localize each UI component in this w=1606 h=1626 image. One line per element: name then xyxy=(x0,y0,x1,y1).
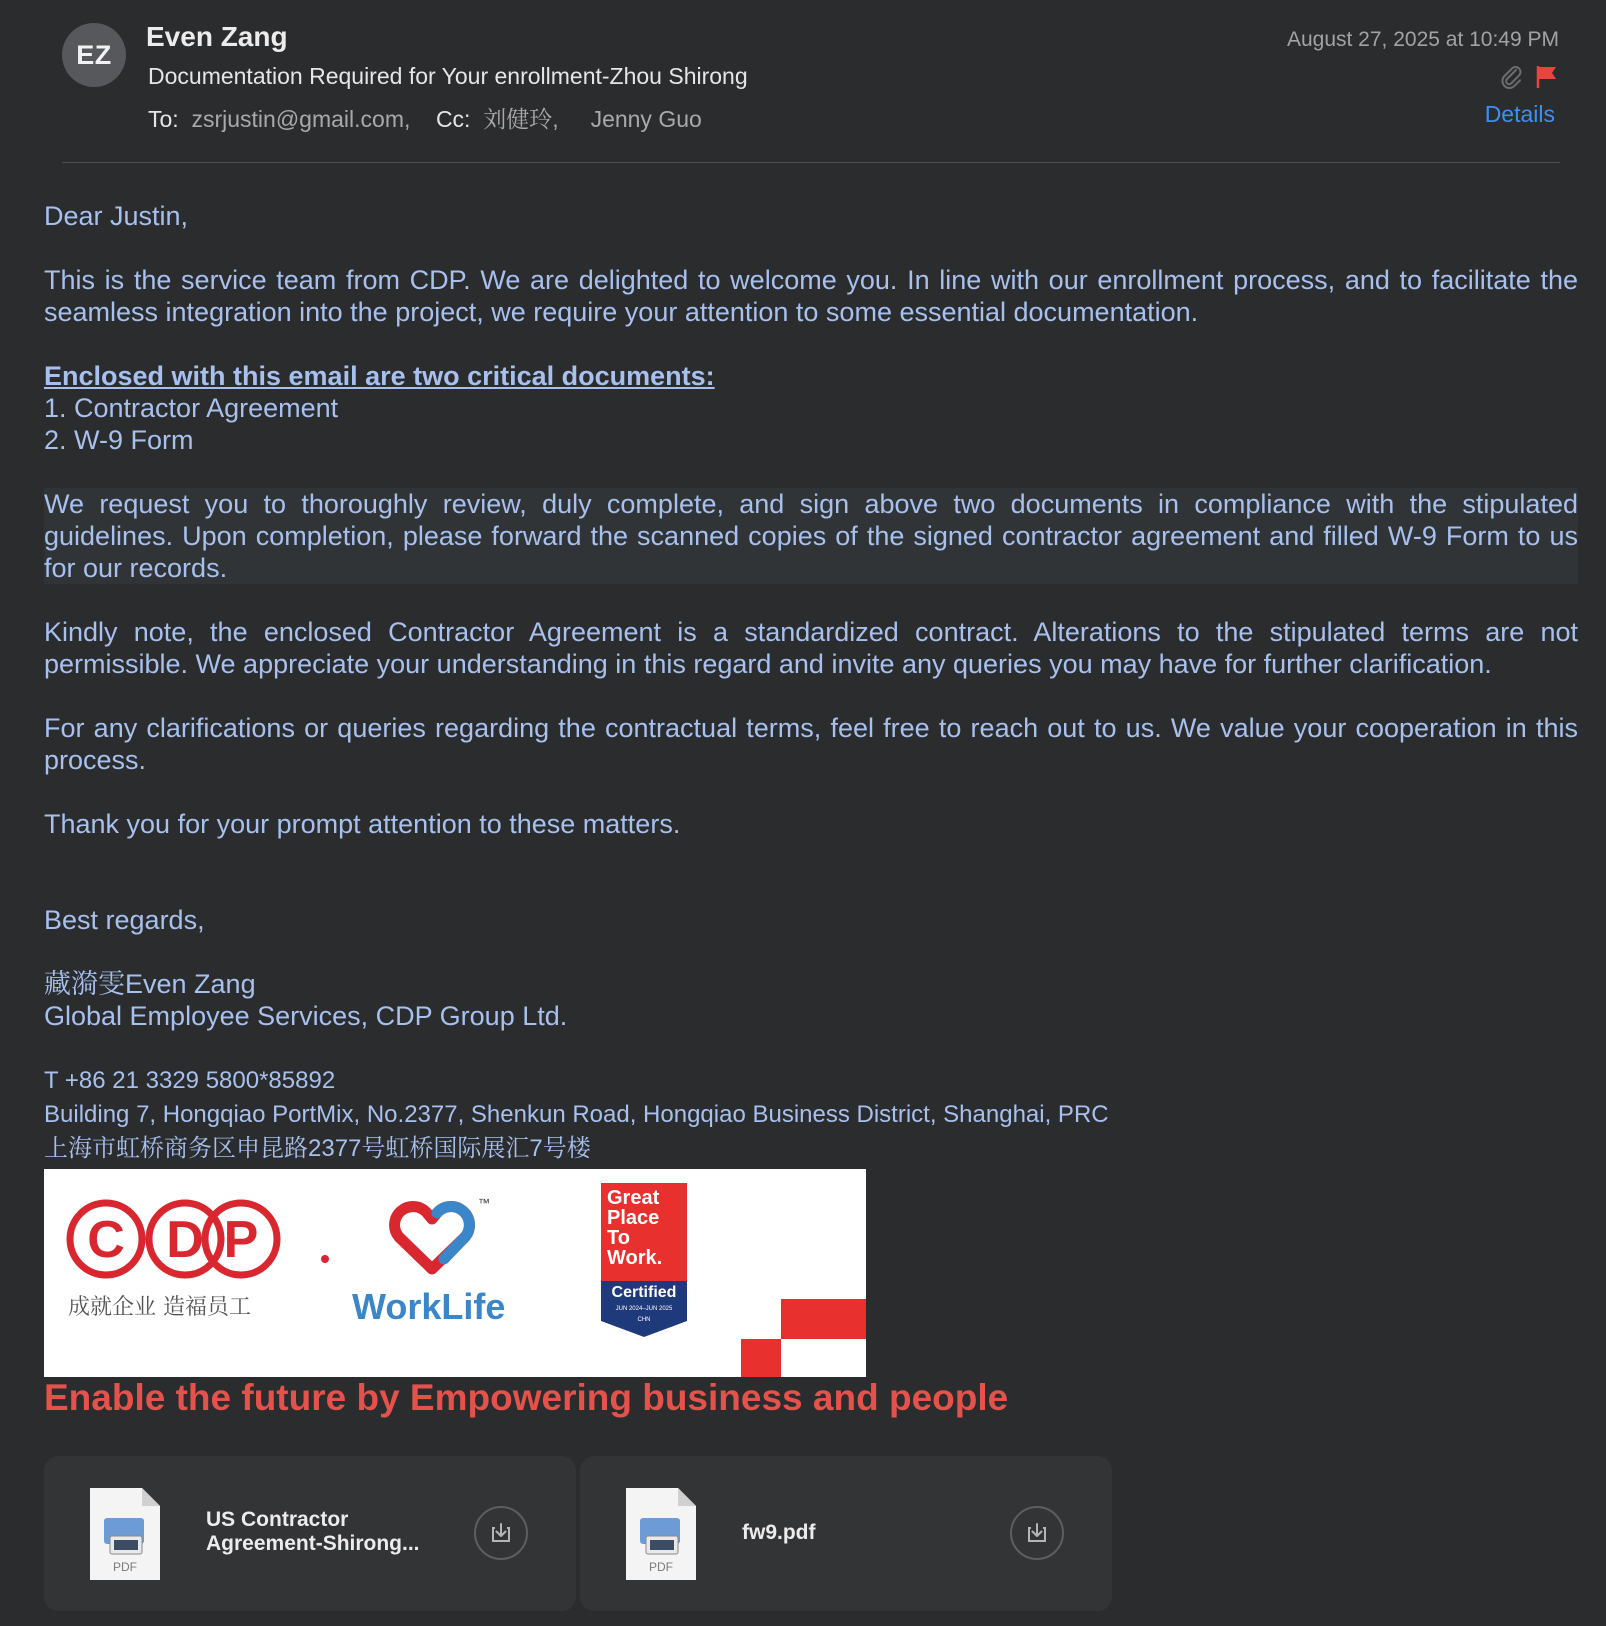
document-item-1: 1. Contractor Agreement xyxy=(44,393,339,423)
cdp-logo xyxy=(68,1203,277,1320)
banner-dot xyxy=(321,1255,329,1263)
decor-block-2 xyxy=(741,1339,781,1377)
signature-banner xyxy=(44,1169,866,1377)
gptw-line-3: To xyxy=(607,1227,630,1249)
cdp-letter-d: D xyxy=(166,1211,204,1269)
gptw-line-4: Work. xyxy=(607,1247,663,1269)
gptw-badge xyxy=(601,1183,687,1337)
cc-label: Cc: xyxy=(435,106,471,132)
request-paragraph: We request you to thoroughly review, duly complete, and sign above two documents in compliance with the stipulated guidelines. Upon completion, please forward the scanned copies of the signed contractor agreement and filled W-9 Form to us for our records. xyxy=(44,489,1578,583)
email-subject: Documentation Required for Your enrollment-Zhou Shirong xyxy=(148,63,748,89)
attachment-name-line-1: US Contractor xyxy=(206,1508,349,1531)
document-item-2: 2. W-9 Form xyxy=(44,425,194,455)
note-paragraph: Kindly note, the enclosed Contractor Agreement is a standardized contract. Alterations to the stipulated terms are not permissible. We appreciate your understanding in this regard and invite any queries you may have for further clarification. xyxy=(44,617,1578,679)
banner-graphics xyxy=(44,1169,866,1377)
decor-block-1 xyxy=(781,1299,866,1339)
sender-avatar xyxy=(62,23,126,87)
cc-recipient-2[interactable]: Jenny Guo xyxy=(590,106,702,132)
to-recipient[interactable]: zsrjustin@gmail.com, xyxy=(191,106,411,132)
gptw-line-1: Great xyxy=(607,1187,660,1209)
attachment-name xyxy=(206,1508,420,1556)
cc-recipient-1[interactable]: 刘健玲, xyxy=(483,106,559,132)
download-icon xyxy=(1025,1521,1049,1545)
worklife-tm: ™ xyxy=(478,1196,490,1210)
signature-address-cn: 上海市虹桥商务区申昆路2377号虹桥国际展汇7号楼 xyxy=(44,1135,591,1162)
attachment-name xyxy=(742,1521,816,1545)
gptw-line-2: Place xyxy=(607,1207,660,1229)
attachment-name-line-2: Agreement-Shirong... xyxy=(206,1532,420,1555)
worklife-wordmark: WorkLife xyxy=(352,1286,506,1327)
cdp-slogan: 成就企业 造福员工 xyxy=(68,1295,251,1320)
sender-name[interactable]: Even Zang xyxy=(146,21,288,52)
download-button[interactable] xyxy=(474,1506,528,1560)
flag-icon[interactable] xyxy=(1536,65,1558,89)
to-label: To: xyxy=(148,106,179,132)
thanks-paragraph: Thank you for your prompt attention to these matters. xyxy=(44,809,681,839)
download-button[interactable] xyxy=(1010,1506,1064,1560)
gptw-country: CHN xyxy=(637,1317,651,1323)
pdf-file-icon xyxy=(90,1488,160,1580)
email-body xyxy=(44,200,1578,1166)
signature-name: 藏漪雯Even Zang xyxy=(44,969,256,999)
signature-title: Global Employee Services, CDP Group Ltd. xyxy=(44,1001,568,1031)
worklife-logo xyxy=(352,1196,505,1327)
details-link[interactable]: Details xyxy=(1484,101,1555,127)
recipients-line xyxy=(148,101,702,134)
enclosed-heading: Enclosed with this email are two critical documents: xyxy=(44,361,715,391)
cdp-letter-p: P xyxy=(223,1211,259,1269)
greeting: Dear Justin, xyxy=(44,201,189,231)
download-icon xyxy=(489,1521,513,1545)
file-type-label: PDF xyxy=(649,1560,673,1574)
clarification-paragraph: For any clarifications or queries regarding the contractual terms, feel free to reach out to us. We value your cooperation in this process. xyxy=(44,713,1578,775)
paperclip-icon xyxy=(1499,64,1523,90)
closing: Best regards, xyxy=(44,905,205,935)
file-type-label: PDF xyxy=(113,1560,137,1574)
gptw-certified: Certified xyxy=(611,1284,677,1301)
header-divider xyxy=(62,162,1560,163)
gptw-period: JUN 2024–JUN 2025 xyxy=(615,1306,673,1312)
email-date: August 27, 2025 at 10:49 PM xyxy=(1286,28,1559,51)
attachment-contractor-agreement[interactable] xyxy=(44,1456,576,1611)
signature-tagline: Enable the future by Empowering business and people xyxy=(44,1377,1009,1418)
pdf-file-icon xyxy=(626,1488,696,1580)
attachment-fw9[interactable] xyxy=(580,1456,1112,1611)
attachment-name-line-1: fw9.pdf xyxy=(742,1521,816,1544)
cdp-letter-c: C xyxy=(87,1211,125,1269)
intro-paragraph: This is the service team from CDP. We are delighted to welcome you. In line with our enrollment process, and to facilitate the seamless integration into the project, we require your attention to some essential documentation. xyxy=(44,265,1578,327)
signature-address-en: Building 7, Hongqiao PortMix, No.2377, Shenkun Road, Hongqiao Business District, Shanghai, PRC xyxy=(44,1101,1109,1128)
signature-phone: T +86 21 3329 5800*85892 xyxy=(44,1067,336,1094)
avatar-initials: EZ xyxy=(76,39,112,70)
